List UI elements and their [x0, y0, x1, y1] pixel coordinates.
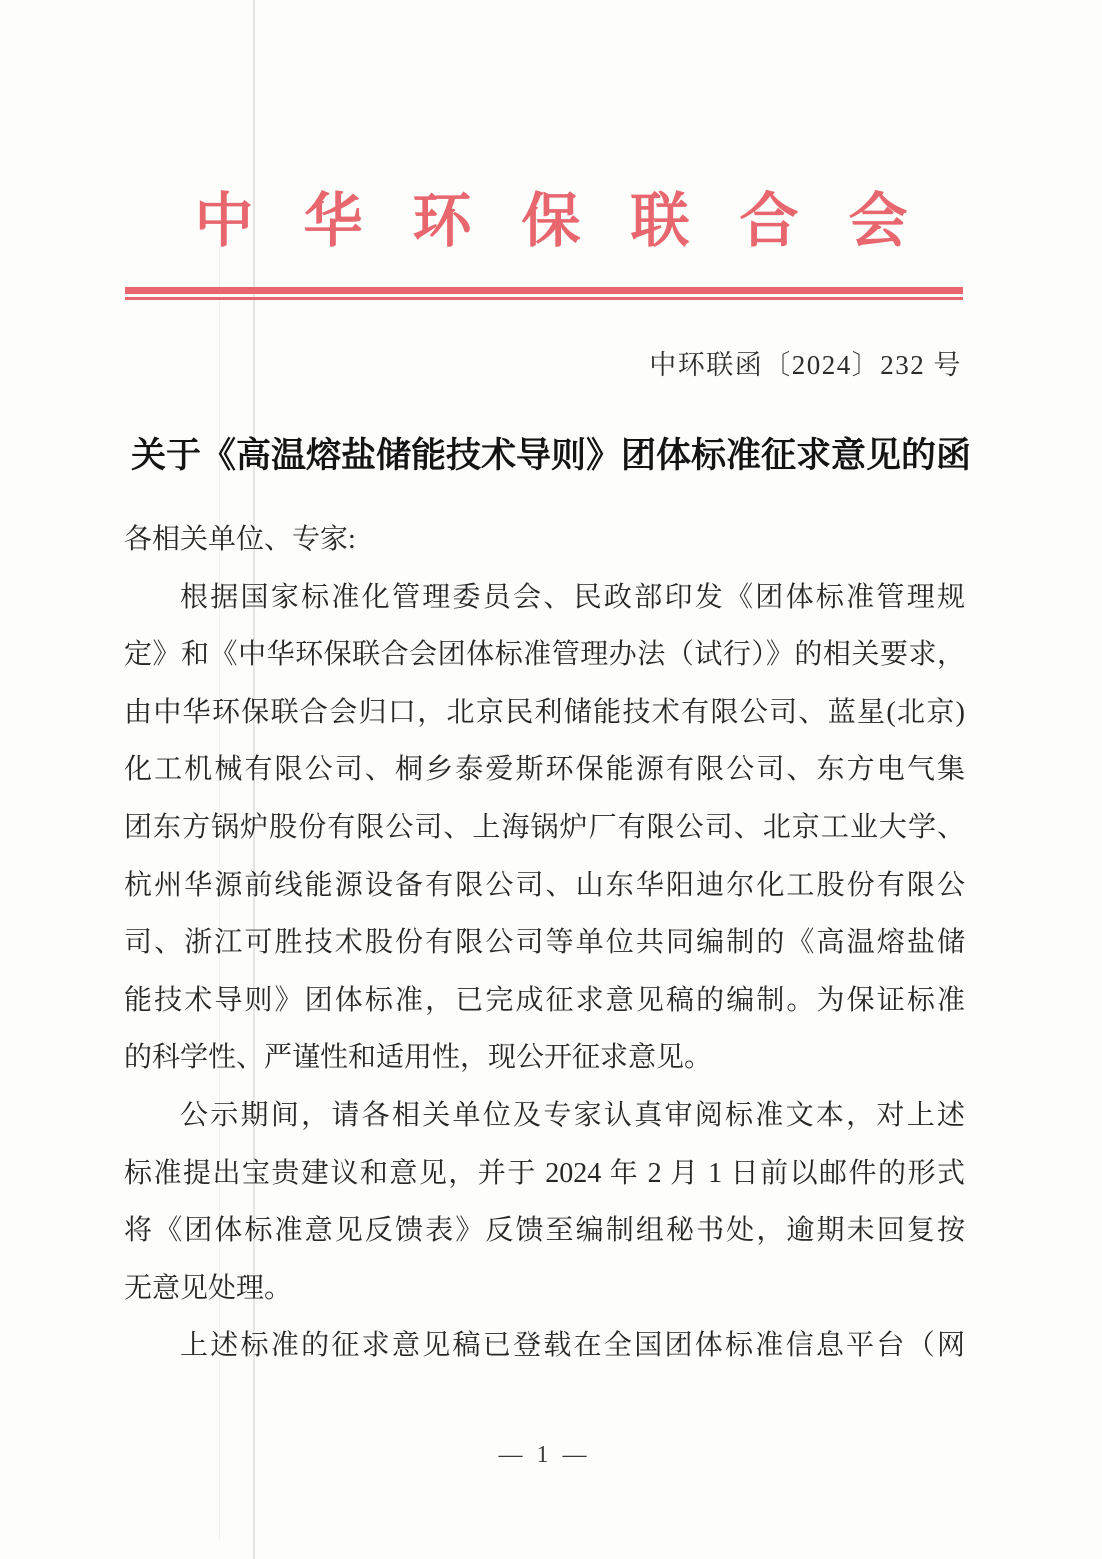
page-number: — 1 —	[498, 1442, 591, 1468]
body-line: 无意见处理。	[124, 1272, 293, 1304]
body-line: 定》和《中华环保联合会团体标准管理办法（试行）》的相关要求，	[124, 639, 965, 671]
body-line: 由中华环保联合会归口，北京民利储能技术有限公司、蓝星(北京)	[124, 696, 965, 728]
document-reference-number: 中环联函〔2024〕232 号	[649, 350, 962, 380]
body-line: 根据国家标准化管理委员会、民政部印发《团体标准管理规	[180, 581, 965, 613]
body-line: 上述标准的征求意见稿已登载在全国团体标准信息平台（网	[180, 1330, 965, 1362]
letterhead-rule-thick	[125, 287, 963, 294]
body-line: 杭州华源前线能源设备有限公司、山东华阳迪尔化工股份有限公	[124, 869, 965, 901]
body-line: 标准提出宝贵建议和意见，并于 2024 年 2 月 1 日前以邮件的形式	[124, 1157, 965, 1189]
document-body	[124, 511, 965, 1375]
body-line: 公示期间，请各相关单位及专家认真审阅标准文本，对上述	[180, 1099, 965, 1131]
body-line: 化工机械有限公司、桐乡泰爱斯环保能源有限公司、东方电气集	[124, 754, 965, 786]
body-line: 能技术导则》团体标准，已完成征求意见稿的编制。为保证标准	[124, 984, 965, 1016]
letterhead-org-name: 中华环保联合会	[194, 188, 958, 254]
body-line: 的科学性、严谨性和适用性，现公开征求意见。	[124, 1042, 713, 1074]
document-title: 关于《高温熔盐储能技术导则》团体标准征求意见的函	[130, 436, 971, 475]
body-line: 司、浙江可胜技术股份有限公司等单位共同编制的《高温熔盐储	[124, 927, 965, 959]
body-line: 团东方锅炉股份有限公司、上海锅炉厂有限公司、北京工业大学、	[124, 811, 965, 843]
letterhead-rule-thin	[125, 297, 963, 300]
salutation-line: 各相关单位、专家:	[124, 524, 356, 555]
body-line: 将《团体标准意见反馈表》反馈至编制组秘书处，逾期未回复按	[124, 1215, 965, 1247]
